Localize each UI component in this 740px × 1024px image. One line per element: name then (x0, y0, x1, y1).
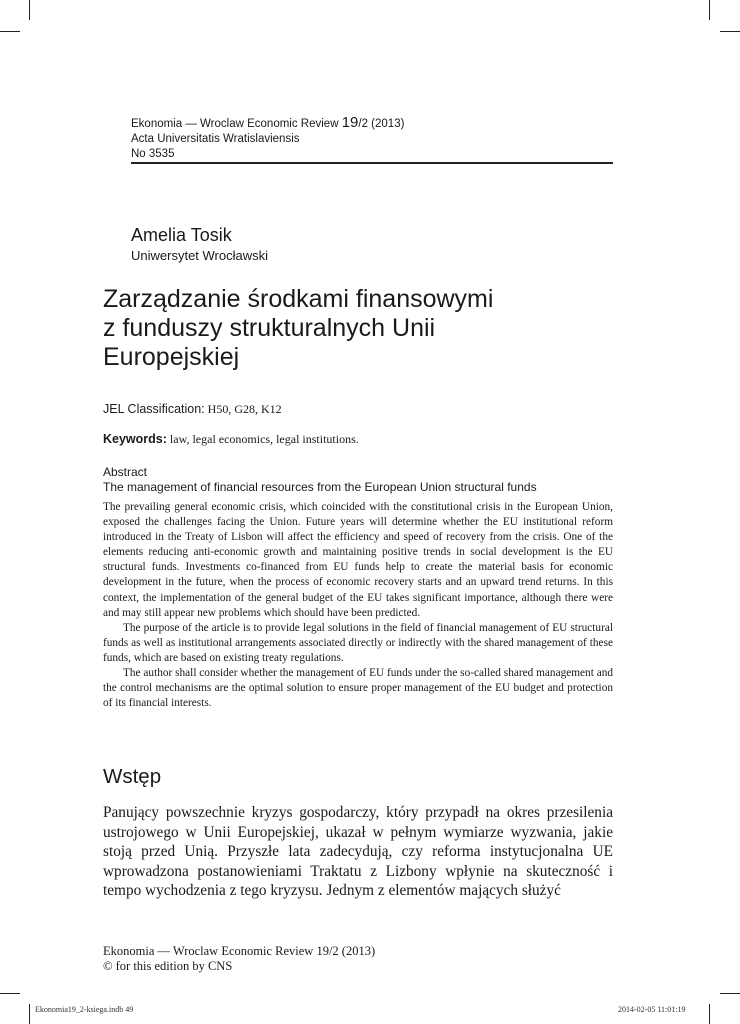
abstract-heading: Abstract (103, 465, 148, 479)
abstract-paragraph: The author shall consider whether the management of EU funds under the so-called shared management and the control mechanisms are the optimal solution to ensure proper management of the EU budget and protection of its financial interests. (103, 667, 613, 710)
slug-right: 2014-02-05 11:01:19 (618, 1005, 686, 1014)
journal-line-3: No 3535 (131, 148, 175, 160)
keywords (103, 432, 359, 447)
article-title (103, 285, 623, 372)
abstract-heading-block (103, 465, 537, 495)
journal-header (131, 115, 613, 162)
section-paragraph: Panujący powszechnie kryzys gospodarczy, który przypadł na okres przesilenia ustrojowego w Unii Europejskiej, ukazał w pełnym wymiarze wyzwania, jakie stoją przed Unią. Przyszłe lata zadecydują, czy reforma instytucjonalna UE wprowadzona postanowieniami Traktatu z Lizbony wpłynie na skuteczność i tempo wychodzenia z tego kryzysu. Jednym z elementów mających służyć (103, 804, 613, 899)
keywords-label: Keywords: (103, 432, 167, 446)
crop-mark (709, 1004, 710, 1024)
crop-mark (720, 31, 740, 32)
header-rule (131, 162, 613, 164)
jel-classification (103, 402, 282, 417)
author-name: Amelia Tosik (131, 225, 232, 245)
crop-mark (709, 0, 710, 20)
keywords-value: law, legal economics, legal institutions. (166, 432, 359, 446)
title-line-2: z funduszy strukturalnych Unii (103, 314, 436, 342)
journal-line-2: Acta Universitatis Wratislaviensis (131, 133, 300, 145)
abstract-subheading: The management of financial resources from the European Union structural funds (103, 480, 537, 494)
section-body (103, 803, 613, 901)
crop-mark (29, 0, 30, 20)
crop-mark (0, 993, 20, 994)
footer-line-2: © for this edition by CNS (103, 959, 233, 973)
crop-mark (720, 993, 740, 994)
footer-line-1: Ekonomia — Wroclaw Economic Review 19/2 (2013) (103, 944, 376, 958)
crop-mark (29, 1004, 30, 1024)
author-affiliation: Uniwersytet Wrocławski (131, 248, 269, 263)
volume-number: 19 (341, 114, 359, 131)
jel-label: JEL Classification: (103, 402, 205, 416)
abstract-body (103, 500, 613, 711)
journal-line-1: Ekonomia — Wroclaw Economic Review 19/2 (2013) (131, 114, 405, 131)
crop-mark (0, 31, 20, 32)
title-line-3: Europejskiej (103, 343, 240, 371)
slug-left: Ekonomia19_2-ksiega.indb 49 (35, 1005, 134, 1014)
jel-value: H50, G28, K12 (204, 402, 282, 416)
page-footer (103, 944, 375, 974)
title-line-1: Zarządzanie środkami finansowymi (103, 285, 494, 313)
abstract-paragraph: The prevailing general economic crisis, which coincided with the constitutional crisis in the European Union, exposed the challenges facing the Union. Future years will determine whether the EU institutional reform introduced in the Treaty of Lisbon will affect the efficiency and speed of recovery from the crisis. One of the elements reducing anti-economic growth and maintaining positive trends in social development is the EU structural funds. Investments co-financed from EU funds help to create the material basis for economic development in the future, when the process of economic recovery starts and an upward trend returns. In this context, the implementation of the general budget of the EU takes significant importance, although there were and may still appear new problems which should have been predicted. (103, 501, 613, 619)
abstract-paragraph: The purpose of the article is to provide legal solutions in the field of financial management of EU structural funds as well as institutional arrangements associated directly or indirectly with the shared management of these funds, which are based on existing treaty regulations. (103, 621, 613, 664)
section-heading: Wstęp (103, 765, 162, 788)
